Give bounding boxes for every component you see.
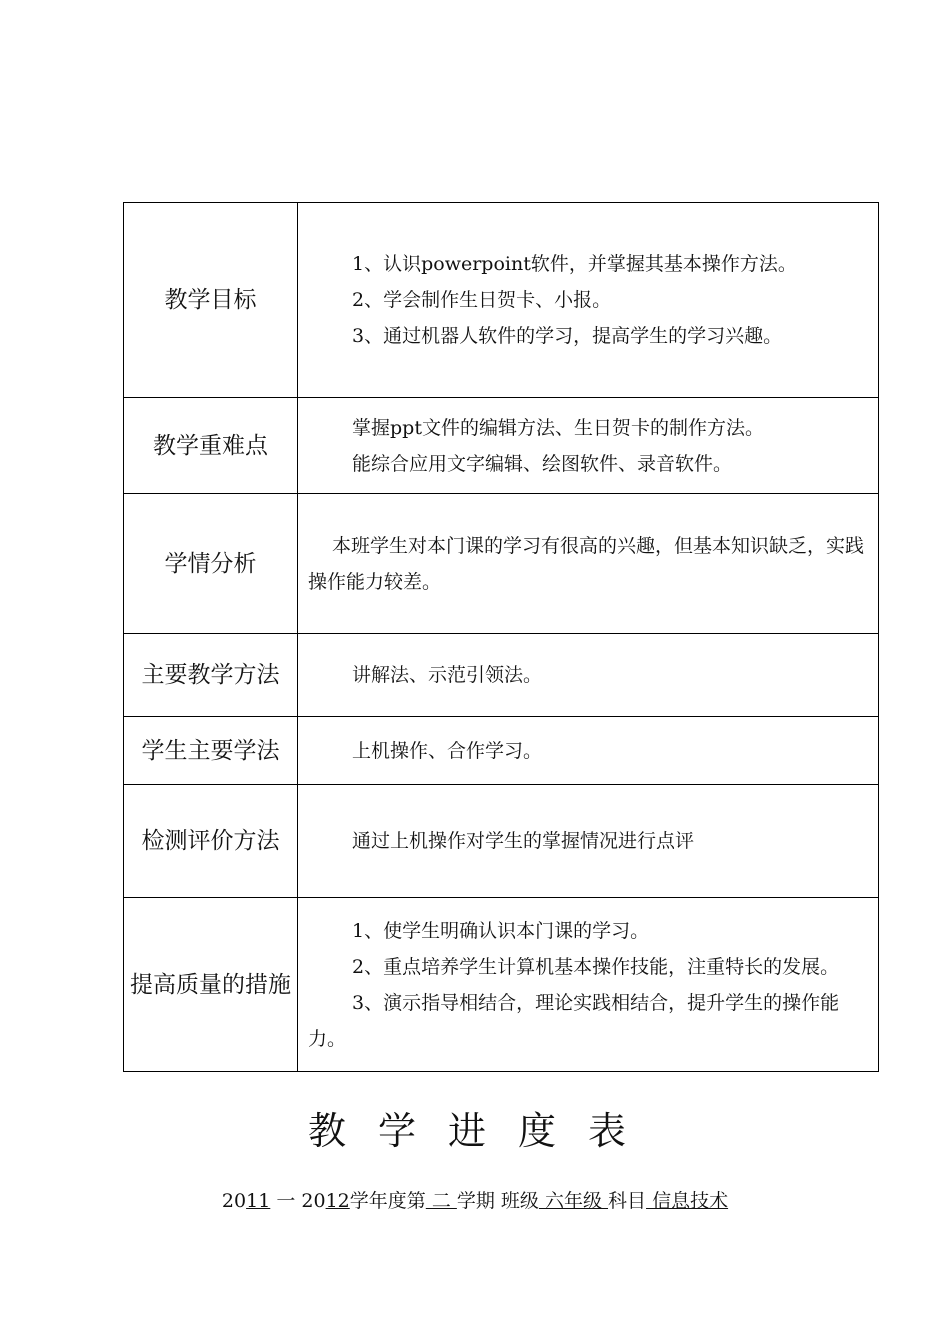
row-label-evaluation: 检测评价方法 [124,785,298,898]
table-row [124,785,879,898]
table-row [124,898,879,1072]
title-char: 度 [518,1109,573,1153]
row-label-learning-methods: 学生主要学法 [124,717,298,785]
goal-line: 3、通过机器人软件的学习，提高学生的学习兴趣。 [352,325,783,347]
title-char: 学 [377,1109,432,1153]
row-content-teaching-goals [298,203,879,398]
measure-line: 2、重点培养学生计算机基本操作技能，注重特长的发展。 [352,955,840,978]
evaluation-text: 通过上机操作对学生的掌握情况进行点评 [352,830,695,852]
row-content-key-difficulties [298,398,879,494]
year-dash: 一 [270,1190,302,1212]
year-prefix-end: 20 [301,1190,326,1212]
term-class-text: 学期 班级 [456,1190,539,1212]
table-row [124,634,879,717]
title-char: 表 [588,1109,643,1153]
row-content-teaching-methods [298,634,879,717]
year-end-field: 12 [325,1190,350,1212]
teaching-plan-table [123,202,879,1072]
row-label-teaching-methods: 主要教学方法 [124,634,298,717]
learning-text: 上机操作、合作学习。 [352,739,543,762]
row-content-student-analysis [298,494,879,634]
row-label-teaching-goals: 教学目标 [124,203,298,398]
year-prefix-start: 20 [221,1190,247,1212]
goal-line: 1、认识powerpoint软件，并掌握其基本操作方法。 [352,253,797,275]
row-label-key-difficulties: 教学重难点 [124,398,298,494]
analysis-text: 本班学生对本门课的学习有很高的兴趣，但基本知识缺乏，实践操作能力较差。 [308,534,865,593]
schedule-title [0,1100,950,1155]
year-start-field: 11 [246,1190,271,1212]
title-char: 进 [447,1109,502,1153]
row-label-quality-measures: 提高质量的措施 [124,898,298,1072]
term-field: 二 [425,1190,457,1212]
measure-line: 1、使学生明确认识本门课的学习。 [352,919,650,942]
subject-text: 科目 [608,1190,647,1212]
year-term-text: 学年度第 [349,1190,426,1212]
class-field: 六年级 [538,1190,609,1212]
table-row [124,494,879,634]
measure-line: 3、演示指导相结合，理论实践相结合，提升学生的操作能力。 [308,991,840,1050]
difficulty-line: 能综合应用文字编辑、绘图软件、录音软件。 [352,452,733,475]
table-row [124,203,879,398]
row-content-evaluation [298,785,879,898]
row-content-quality-measures [298,898,879,1072]
row-label-student-analysis: 学情分析 [124,494,298,634]
table-row [124,398,879,494]
schedule-info-line [0,1186,950,1213]
methods-text: 讲解法、示范引领法。 [352,664,543,686]
difficulty-line: 掌握ppt文件的编辑方法、生日贺卡的制作方法。 [352,416,764,439]
goal-line: 2、学会制作生日贺卡、小报。 [352,289,612,311]
subject-field: 信息技术 [646,1190,729,1212]
title-char: 教 [307,1109,362,1153]
row-content-learning-methods [298,717,879,785]
table-row [124,717,879,785]
